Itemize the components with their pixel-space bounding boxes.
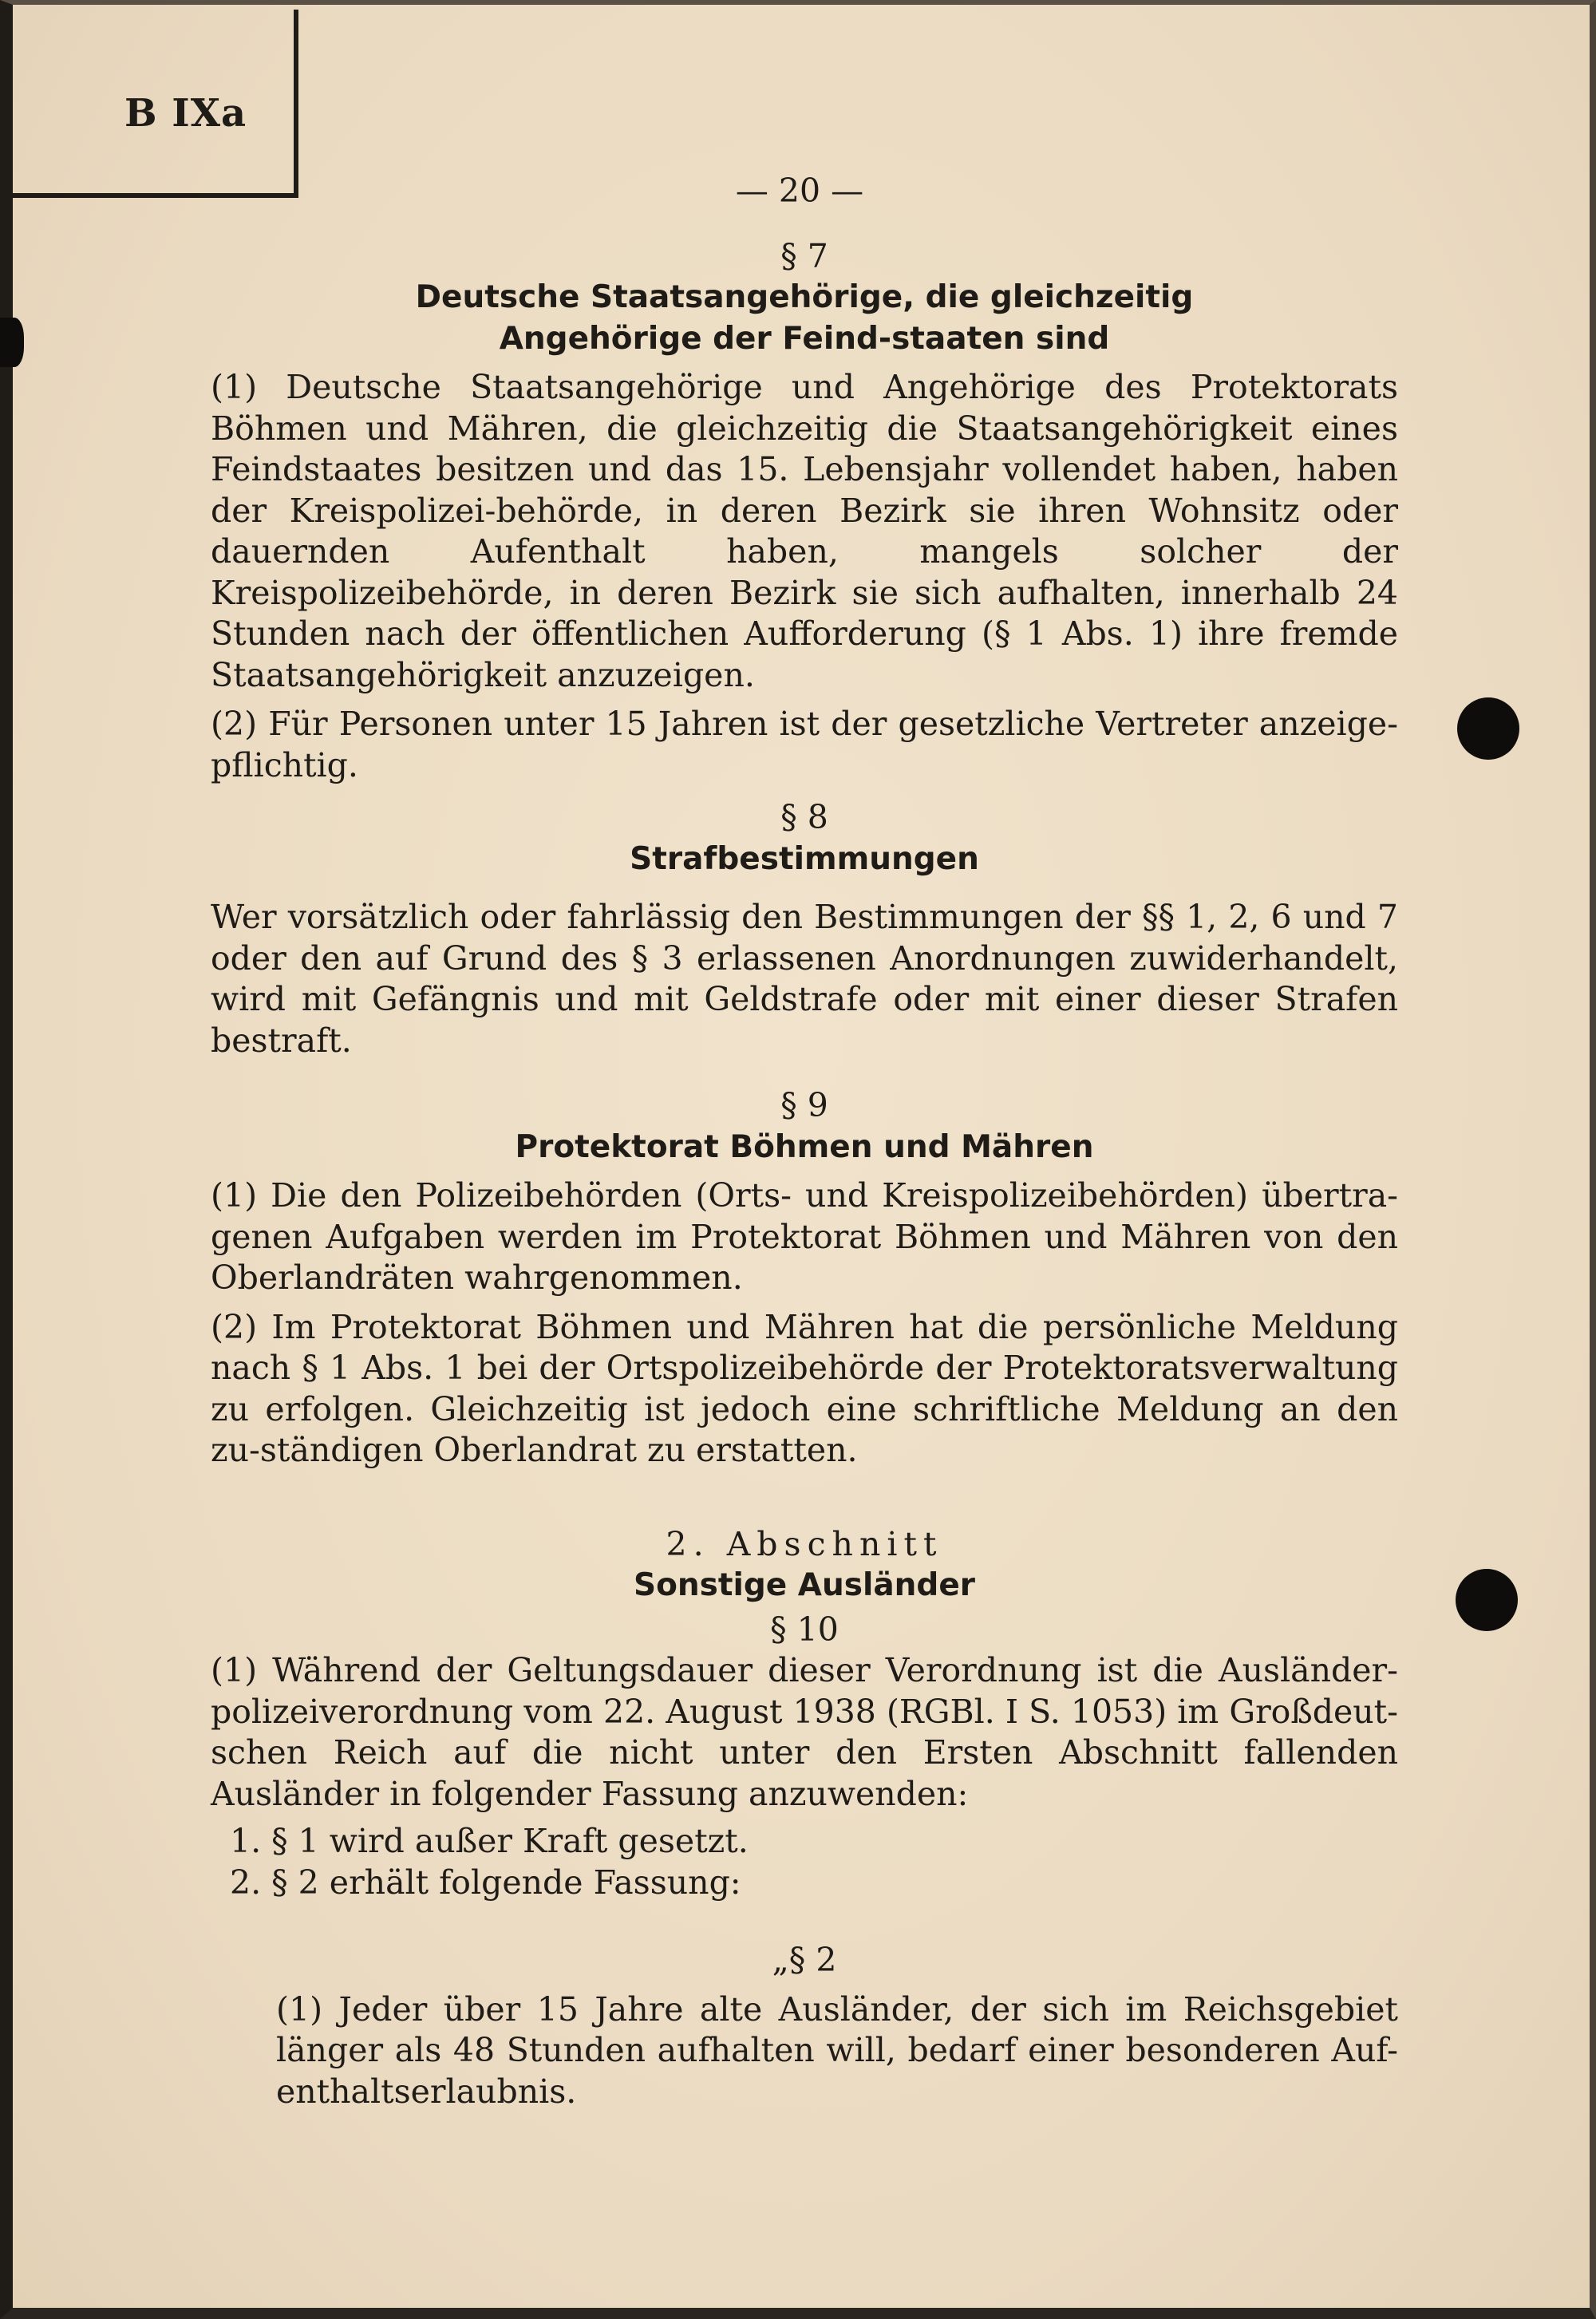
chapter-2-title: 2. Abschnitt bbox=[666, 1524, 943, 1563]
section-8-paragraph-1: Wer vorsätzlich oder fahrlässig den Bestimmungen der §§ 1, 2, 6 und 7 oder den auf Grund des § 3 erlassenen Anordnungen zuwiderhandelt, wird mit Gefängnis und mit Geldstrafe oder mit einer dieser Strafen bestraft. bbox=[211, 898, 1398, 1060]
archive-stamp-label: B IXa bbox=[124, 91, 247, 136]
quoted-section-2-paragraph-1: (1) Jeder über 15 Jahre alte Ausländer, der sich im Reichsgebiet länger als 48 Stunden aufhalten will, bedarf einer besonderen Auf-enthaltserlaubnis. bbox=[276, 1989, 1398, 2111]
list-item: 1. § 1 wird außer Kraft gesetzt. bbox=[230, 1822, 749, 1860]
section-10-number: § 10 bbox=[770, 1610, 839, 1649]
section-9-paragraph-1: (1) Die den Polizeibehörden (Orts- und Kreispolizeibehörden) übertra-genen Aufgaben werden im Protektorat Böhmen und Mähren von den Oberlandräten wahrgenommen. bbox=[211, 1176, 1398, 1297]
section-10-paragraph-1: (1) Während der Geltungsdauer dieser Verordnung ist die Ausländer-polizeiverordnung vom 22. August 1938 (RGBl. I S. 1053) im Großdeut-schen Reich auf die nicht unter den Ersten Abschnitt fallenden Ausländer in folgender Fassung anzuwenden: bbox=[211, 1651, 1398, 1813]
binding-notch bbox=[0, 318, 24, 367]
section-7-number: § 7 bbox=[780, 236, 828, 275]
document-body bbox=[211, 171, 1398, 2112]
section-9-heading: Protektorat Böhmen und Mähren bbox=[515, 1128, 1094, 1165]
section-7-paragraph-1: (1) Deutsche Staatsangehörige und Angehörige des Protektorats Böhmen und Mähren, die gleichzeitig die Staatsangehörigkeit eines Feindstaates besitzen und das 15. Lebensjahr vollendet haben, haben der Kreispolizei-behörde, in deren Bezirk sie ihren Wohnsitz oder dauernden Aufenthalt haben, mangels solcher der Kreispolizeibehörde, in deren Bezirk sie sich aufhalten, innerhalb 24 Stunden nach der öffentlichen Aufforderung (§ 1 Abs. 1) ihre fremde Staatsangehörigkeit anzuzeigen. bbox=[211, 368, 1398, 694]
punch-hole-lower bbox=[1456, 1569, 1518, 1631]
quoted-section-2-number: „§ 2 bbox=[772, 1941, 837, 1979]
list-item: 2. § 2 erhält folgende Fassung: bbox=[230, 1863, 741, 1902]
section-8-number: § 8 bbox=[780, 798, 828, 836]
section-8-heading: Strafbestimmungen bbox=[630, 840, 979, 877]
archive-stamp-box bbox=[13, 10, 298, 198]
section-7-paragraph-2: (2) Für Personen unter 15 Jahren ist der gesetzliche Vertreter anzeige-pflichtig. bbox=[211, 705, 1398, 784]
page-number: — 20 — bbox=[735, 172, 864, 210]
section-9-paragraph-2: (2) Im Protektorat Böhmen und Mähren hat die persönliche Meldung nach § 1 Abs. 1 bei der Ortspolizeibehörde der Protektoratsverwaltung zu erfolgen. Gleichzeitig ist jedoch eine schriftliche Meldung an den zu-ständigen Oberlandrat zu erstatten. bbox=[211, 1307, 1398, 1469]
chapter-2-heading: Sonstige Ausländer bbox=[633, 1567, 976, 1603]
section-9-number: § 9 bbox=[780, 1086, 828, 1124]
section-7-heading: Deutsche Staatsangehörige, die gleichzeitig Angehörige der Feind-staaten sind bbox=[415, 279, 1194, 357]
punch-hole-upper bbox=[1457, 697, 1519, 760]
section-10-list bbox=[230, 1821, 1398, 1903]
